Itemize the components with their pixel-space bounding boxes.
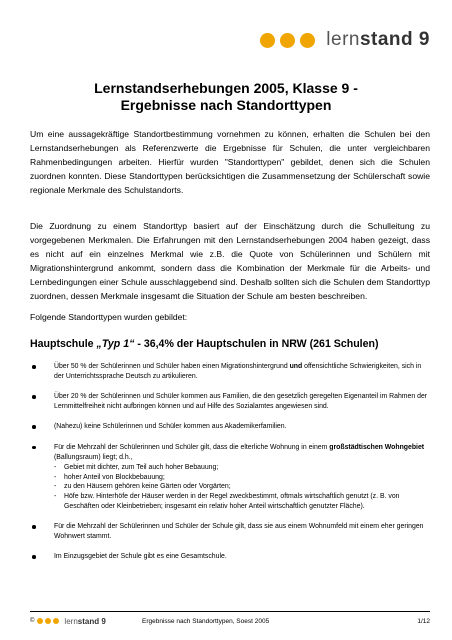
intro-paragraph-1: Um eine aussagekräftige Standortbestimmung vornehmen zu können, erhalten die Schulen bei den Lernstandserhebungen als Referenzwerte die Ergebnisse für Schulen, die unter vergleichbaren Rahmenbedingungen arbeiten. Hierfür wurden "Standorttypen" gebildet, denen sich die Schulen zuordnen konnten. Diese Standorttypen berücksichtigen die Zusammensetzung der Schülerschaft sowie regionale Merkmale des Schulstandorts. xyxy=(30,129,430,195)
footer-logo-dot-icon xyxy=(45,618,51,624)
sub-list-item: - zu den Häusern gehören keine Gärten oder Vorgärten; xyxy=(54,482,430,492)
footer-divider xyxy=(30,611,430,612)
list-item: (Nahezu) keine Schülerinnen und Schüler kommen aus Akademikerfamilien. xyxy=(30,422,430,432)
logo-dot-icon xyxy=(280,33,295,48)
intro-paragraph-3: Folgende Standorttypen wurden gebildet: xyxy=(30,312,188,322)
footer-logo-text: lernstand 9 xyxy=(64,616,106,626)
page-number: 1/12 xyxy=(417,617,430,625)
list-item: Für die Mehrzahl der Schülerinnen und Schüler der Schule gilt, dass sie aus einem Wohnumfeld mit einem eher geringen Wohnwert stammt. xyxy=(30,522,430,541)
logo-dot-icon xyxy=(300,33,315,48)
logo-text: lernstand 9 xyxy=(326,29,430,50)
page-footer xyxy=(30,614,430,628)
list-item: Über 50 % der Schülerinnen und Schüler haben einen Migrationshintergrund und offensichtliche Schwierigkeiten, sich in der Unterrichtssprache Deutsch zu artikulieren. xyxy=(30,362,430,381)
footer-logo-dot-icon xyxy=(37,618,43,624)
intro-paragraph-2: Die Zuordnung zu einem Standorttyp basiert auf der Einschätzung durch die Schulleitung zu vorgegebenen Merkmalen. Die Erfahrungen mit den Lernstandserhebungen 2004 haben gezeigt, dass es nicht auf ein einzelnes Merkmal wie z.B. die Quote von Schülerinnen und Schülern mit Migrationshintergrund ankommt, sondern dass die Kombination der Merkmale für die Arbeits- und Lernbedingungen einer Schule ausschlaggebend sind. Deshalb sollten sich die Schulen dem Standorttyp zuordnen, dessen Merkmale insgesamt die Situation der Schule am besten beschreiben. xyxy=(30,221,430,301)
footer-logo-dot-icon xyxy=(53,618,59,624)
sub-list-item: - hoher Anteil von Blockbebauung; xyxy=(54,473,430,483)
sub-list-item: - Gebiet mit dichter, zum Teil auch hoher Bebauung; xyxy=(54,463,430,473)
page-title xyxy=(30,80,422,114)
list-item: Über 20 % der Schülerinnen und Schüler kommen aus Familien, die den gesetzlich geregelten Eigenanteil im Rahmen der Lernmittelfreiheit nicht aufbringen können und auf Hilfe des Sozialamtes angewiesen sind. xyxy=(30,392,430,411)
sub-list-item: - Höfe bzw. Hinterhöfe der Häuser werden in der Regel zweckbestimmt, oftmals wirtschaftlich genutzt (z. B. von Geschäften oder Kleinbetrieben; insgesamt ein relativ hoher Anteil wirtschaftlich genutzter Fläche). xyxy=(54,492,430,511)
list-item: Für die Mehrzahl der Schülerinnen und Schüler gilt, dass die elterliche Wohnung in einem großstädtischen Wohngebiet (Ballungsraum) liegt; d.h., - Gebiet mit dichter, zum Teil auch hoher Bebauung; - hoher Anteil von Blockbebauung; - zu den Häusern gehören keine Gärten oder Vorgärten; - Höfe bzw. Hinterhöfe der Häuser werden in der Regel zweckbestimmt, oftmals wirtschaftlich genutzt (z. B. von Geschäften oder Kleinbetrieben; insgesamt ein relativ hoher Anteil wirtschaftlich genutzter Fläche). xyxy=(30,443,430,511)
list-item: Im Einzugsgebiet der Schule gibt es eine Gesamtschule. xyxy=(30,552,430,562)
copyright-symbol: © xyxy=(30,618,35,624)
criteria-list xyxy=(30,362,430,573)
title-line-2: Ergebnisse nach Standorttypen xyxy=(120,97,332,113)
sub-list xyxy=(54,463,430,511)
section-heading: Hauptschule „Typ 1“ - 36,4% der Hauptschulen in NRW (261 Schulen) xyxy=(30,338,379,350)
lernstand-logo xyxy=(260,29,430,51)
footer-title: Ergebnisse nach Standorttypen, Soest 2005 xyxy=(142,617,270,625)
logo-dot-icon xyxy=(260,33,275,48)
title-line-1: Lernstandserhebungen 2005, Klasse 9 - xyxy=(94,80,358,96)
